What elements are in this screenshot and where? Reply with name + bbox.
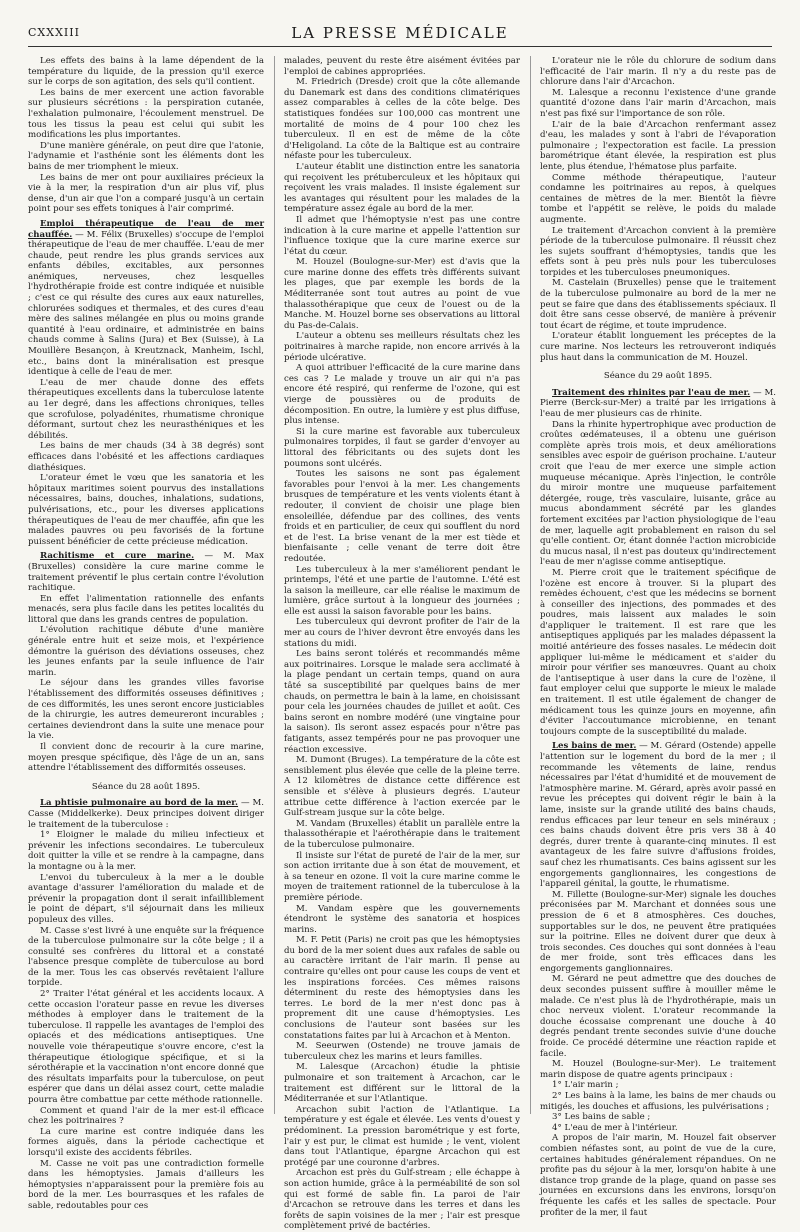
paragraph: M. Friedrich (Dresde) croit que la côte allemande du Danemark est dans des conditions climatériques assez comparables à celles de la côte belge. Des statistiques fondées sur 100,000 cas montrent une mortalité de moins de 4 pour 100 chez les tuberculeux. Il en est de même de la côte d'Heligoland. La côte de la Baltique est au contraire néfaste pour les tuberculeux. [284,77,520,162]
paragraph: Les tuberculeux qui devront profiter de l'air de la mer au cours de l'hiver devront être envoyés dans les stations du midi. [284,617,520,649]
column-middle [274,56,520,1232]
text-columns [28,56,776,1232]
section-lead: — M. Max (Bruxelles) considère la cure marine comme le traitement préventif le plus certain contre l'évolution rachitique. [28,551,264,594]
section-heading [28,551,264,593]
paragraph: Comment et quand l'air de la mer est-il efficace chez les poitrinaires ? [28,1105,264,1127]
paragraph: A quoi attribuer l'efficacité de la cure marine dans ces cas ? Le malade y trouve un air qui n'a pas encore été respiré, qui renferme de l'ozone, qui est vierge de poussières ou de produits de décomposition. En outre, la lumière y est plus diffuse, plus intense. [284,363,520,427]
paragraph: M. Seeurwen (Ostende) ne trouve jamais de tuberculeux chez les marins et leurs familles. [284,1041,520,1062]
paragraph: M. Dumont (Bruges). La température de la côte est sensiblement plus élevée que celle de la pleine terre. A 12 kilomètres de distance cette différence est sensible et s'élève à plusieurs degrés. L'auteur attribue cette différence à l'action exercée par le Gulf-stream jusque sur la côte belge. [284,755,520,819]
paragraph: M. Lalesque (Arcachon) étudie la phtisie pulmonaire et son traitement à Arcachon, car le traitement est différent sur le littoral de la Méditerranée et sur l'Atlantique. [284,1062,520,1105]
paragraph: 2° Traiter l'état général et les accidents locaux. A cette occasion l'orateur passe en revue les diverses méthodes à employer dans le traitement de la tuberculose. Il rappelle les avantages de l'emploi des opiacés et des médications antiseptiques. Une nouvelle voie thérapeutique s'ouvre encore, c'est la thérapeutique étiologique spécifique, et si la sérothérapie et la vaccination n'ont encore donné que des résultats imparfaits pour la tuberculose, on peut espérer que dans un délai assez court, cette maladie pourra être combattue par cette méthode rationnelle. [28,989,264,1105]
paragraph: En effet l'alimentation rationnelle des enfants menacés, sera plus facile dans les petites localités du littoral que dans les grands centres de population. [28,593,264,625]
session-date: Séance du 29 août 1895. [603,371,713,382]
paragraph: Les effets des bains à la lame dépendent de la température du liquide, de la pression qu'il exerce sur le corps de son agitation, des sels qu'il contient. [28,56,264,88]
paragraph: Les bains de mer chauds (34 à 38 degrés) sont efficaces dans l'obésité et les affections cardiaques diathésiques. [28,441,264,473]
paragraph: M. Lalesque a reconnu l'existence d'une grande quantité d'ozone dans l'air marin d'Arcachon, mais n'est pas fixé sur l'importance de son rôle. [540,87,776,119]
paragraph: Les bains seront tolérés et recommandés même aux poitrinaires. Lorsque le malade sera acclimaté à la plage pendant un certain temps, quand on aura tâté sa susceptibilité par quelques bains de mer chauds, on permettra le bain à la lame, en choisissant pour cela les journées chaudes de juillet et août. Ces bains seront en nombre modéré (une vingtaine pour la saison). Ils seront assez espacés pour n'être pas fatigants, assez tempérés pour ne pas provoquer une réaction excessive. [284,649,520,755]
paragraph: L'orateur nie le rôle du chlorure de sodium dans l'efficacité de l'air marin. Il n'y a du reste pas de chlorure dans l'air d'Arcachon. [540,56,776,88]
paragraph: M. Houzel (Boulogne-sur-Mer) est d'avis que la cure marine donne des effets très différents suivant les plages, que par exemple les bords de la Méditerranée sont tout autres au point de vue thalassothérapique que ceux de l'ouest ou de la Manche. M. Houzel borne ses observations au littoral du Pas-de-Calais. [284,257,520,331]
section-lead: — M. Casse (Middelkerke). Deux principes doivent diriger le traitement de la tuberculose : [28,798,265,830]
paragraph: 2° Les bains à la lame, les bains de mer chauds ou mitigés, les douches et affusions, les pulvérisations ; [540,1091,776,1112]
paragraph: M. Vandam (Bruxelles) établit un parallèle entre la thalassothérapie et l'aérothérapie dans le traitement de la tuberculose pulmonaire. [284,818,520,850]
paragraph: M. Casse ne voit pas une contradiction formelle dans les hémoptysies. Jamais d'ailleurs les hémoptysies n'apparaissent pour la première fois au bord de la mer. Les bourrasques et les rafales de sable, redoutables pour ces [28,1158,264,1211]
paragraph: Arcachon est près du Gulf-stream ; elle échappe à son action humide, grâce à la perméabilité de son sol qui est formé de sable fin. La paroi de l'air d'Arcachon se retrouve dans les terres et dans les forêts de sapin voisines de la mer ; l'air est presque complètement privé de bactéries. [284,1168,520,1232]
paragraph: L'eau de mer chaude donne des effets thérapeutiques excellents dans la tuberculose latente au 1er degré, dans les affections chroniques, telles que scrofulose, polyadénites, rhumatisme chronique déformant, surtout chez les neurasthéniques et les débilités. [28,377,264,441]
section-heading [28,798,264,830]
section-title: Traitement des rhinites par l'eau de mer. [552,387,751,398]
paragraph: M. Fillette (Boulogne-sur-Mer) signale les douches préconisées par M. Marchant et données sous une pression de 6 et 8 atmosphères. Ces douches, supportables sur le dos, ne peuvent être pratiquées sur la poitrine. Elles ne doivent durer que deux à trois secondes. Ces douches qui sont données à l'eau de mer froide, sont très efficaces dans les engorgements ganglionnaires. [540,889,776,974]
paragraph: 3° Les bains de sable ; [552,1112,651,1123]
section-title: Les bains de mer. [552,741,637,752]
section-heading [28,219,264,378]
section-title: La phtisie pulmonaire au bord de la mer. [40,798,239,809]
page-number: CXXXIII [28,26,80,39]
paragraph: M. Vandam espère que les gouvernements étendront le système des sanatoria et hospices marins. [284,903,520,935]
paragraph: M. Castelain (Bruxelles) pense que le traitement de la tuberculose pulmonaire au bord de la mer ne peut se faire que dans des établissements spéciaux. Il doit être sans cesse observé, de manière à prévenir tout écart de régime, et toute imprudence. [540,278,776,331]
paragraph: Les tuberculeux à la mer s'améliorent pendant le printemps, l'été et une partie de l'automne. L'été est la saison la meilleure, car elle réalise le maximum de lumière, grâce surtout à la longueur des journées ; elle est aussi la saison favorable pour les bains. [284,564,520,617]
paragraph: 1° Eloigner le malade du milieu infectieux et prévenir les infections secondaires. Le tuberculeux doit quitter la ville et se rendre à la campagne, dans la montagne ou à la mer. [28,830,264,872]
paragraph: L'envoi du tuberculeux à la mer a le double avantage d'assurer l'amélioration du malade et de prévenir la propagation dont il serait infailliblement le point de départ, s'il séjournait dans les milieux populeux des villes. [28,872,264,925]
paragraph: 1° L'air marin ; [552,1080,619,1091]
paragraph: Comme méthode thérapeutique, l'auteur condamne les poitrinaires au repos, à quelques centaines de mètres de la mer. Bientôt la fièvre tombe et l'appétit se relève, le poids du malade augmente. [540,172,776,225]
paragraph: M. Houzel (Boulogne-sur-Mer). Le traitement marin dispose de quatre agents principaux : [540,1059,776,1080]
column-left [28,56,265,1211]
paragraph: Le séjour dans les grandes villes favorise l'établissement des difformités osseuses définitives ; de ces difformités, les unes seront encore justiciables de la chirurgie, les autres demeureront incurables ; certaines deviendront dans la suite une menace pour la vie. [28,678,264,742]
paragraph: Il insiste sur l'état de pureté de l'air de la mer, sur son action irritante due à son état de mouvement, et à sa teneur en ozone. Il voit la cure marine comme le moyen de traitement rationnel de la tuberculose à la première période. [284,850,520,903]
paragraph: L'orateur émet le vœu que les sanatoria et les hôpitaux maritimes soient pourvus des installations nécessaires, bains, douches, inhalations, sudations, pulvérisations, etc., pour les diverses applications thérapeutiques de l'eau de mer chauffée, afin que les malades pauvres ou peu favorisés de la fortune puissent bénéficier de cette précieuse médication. [28,473,264,547]
paragraph: Les bains de mer ont pour auxiliaires précieux la vie à la mer, la respiration d'un air plus vif, plus dense, d'un air que l'on a comparé jusqu'à un certain point pour ses effets toniques à l'air comprimé. [28,172,264,215]
paragraph: malades, peuvent du reste être aisément évitées par l'emploi de cabines appropriées. [284,56,520,77]
section-lead: — M. Pierre (Berck-sur-Mer) a traité par les irrigations à l'eau de mer plusieurs cas de rhinite. [540,387,776,419]
paragraph: La cure marine est contre indiquée dans les formes aiguës, dans la période cachectique et lorsqu'il existe des accidents fébriles. [28,1126,264,1158]
paragraph: M. F. Petit (Paris) ne croit pas que les hémoptysies du bord de la mer soient dues aux rafales de sable ou au caractère irritant de l'air marin. Il pense au contraire qu'elles ont pour cause les coups de vent et les inspirations forcées. Ces mêmes raisons déterminent du reste des hémoptysies dans les terres. Le bord de la mer n'est donc pas à proprement dit une cause d'hémoptysies. Les conclusions de l'auteur sont basées sur les constatations faites par lui à Arcachon et à Menton. [284,935,520,1041]
paragraph: Le traitement d'Arcachon convient à la première période de la tuberculose pulmonaire. Il réussit chez les sujets souffrant d'hémoptysies, tandis que les effets sont à peu près nuls pour les tuberculoses torpides et les tuberculoses pneumoniques. [540,225,776,278]
column-right [530,56,776,1218]
paragraph: D'une manière générale, on peut dire que l'atonie, l'adynamie et l'asthénie sont les éléments dont les bains de mer triomphent le mieux. [28,140,264,172]
page-header [28,24,772,47]
paragraph: L'orateur établit longuement les préceptes de la cure marine. Nos lecteurs les retrouveront indiqués plus haut dans la communication de M. Houzel. [540,331,776,363]
paragraph: M. Gérard ne peut admettre que des douches de deux secondes puissent suffire à mouiller même le malade. Ce n'est plus là de l'hydrothérapie, mais un choc nerveux violent. L'orateur recommande la douche écossaise comprenant une douche à 40 degrés pendant trente secondes suivie d'une douche froide. Ce procédé détermine une réaction rapide et facile. [540,974,776,1059]
paragraph: Arcachon subit l'action de l'Atlantique. La température y est égale et élevée. Les vents d'ouest y prédominent. La pression barométrique y est forte, l'air y est pur, le climat est humide ; le vent, violent dans tout l'Atlantique, épargne Arcachon qui est protégé par une couronne d'arbres. [284,1104,520,1168]
paragraph: Les bains de mer exercent une action favorable sur plusieurs sécrétions : la perspiration cutanée, l'exhalation pulmonaire, l'écoulement menstruel. De tous les tissus la peau est celui qui subit les modifications les plus importantes. [28,87,264,141]
section-title: Emploi thérapeutique de l'eau de mer chauffée. [28,218,264,240]
paragraph: Toutes les saisons ne sont pas également favorables pour l'envoi à la mer. Les changements brusques de température et les vents violents étant à redouter, il convient de choisir une plage bien ensoleillée, défendue par des collines, des vents froids et en particulier, de ceux qui soufflent du nord et de l'est. La brise venant de la mer est tiède et bienfaisante ; celle venant de terre doit être redoutée. [284,469,520,564]
paragraph: Si la cure marine est favorable aux tuberculeux pulmonaires torpides, il faut se garder d'envoyer au littoral des fébricitants ou des sujets dont les poumons sont ulcérés. [284,426,520,469]
paragraph: 4° L'eau de mer à l'intérieur. [552,1122,678,1133]
session-date: Séance du 28 août 1895. [91,781,201,792]
paragraph: Dans la rhinite hypertrophique avec production de croûtes œdémateuses, il a obtenu une guérison complète après trois mois, et deux améliorations sensibles avec espoir de guérison prochaine. L'auteur croit que l'eau de mer exerce une simple action muqueuse mécanique. Après l'injection, le contrôle du miroir montre une muqueuse parfaitement détergée, rouge, très vasculaire, luisante, grâce au mucus abondamment sécrété par les glandes fortement excitées par l'action physiologique de l'eau de mer, laquelle agit probablement en raison du sel qu'elle contient. Or, étant donnée l'action microbicide du mucus nasal, il n'est pas douteux qu'indirectement l'eau de mer n'agisse comme antiseptique. [540,419,776,568]
paragraph: A propos de l'air marin, M. Houzel fait observer combien néfastes sont, au point de vue de la cure, certaines habitudes généralement répandues. On ne profite pas du séjour à la mer, lorsqu'on habite à une distance trop grande de la plage, quand on passe ses journées en excursions dans les environs, lorsqu'on fréquente les cafés et les salles de spectacle. Pour profiter de la mer, il faut [540,1133,776,1218]
section-lead: — M. Gérard (Ostende) appelle l'attention sur le logement du bord de la mer ; il recommande les vêtements de laine, rendus nécessaires par l'état d'humidité et de mouvement de l'atmosphère marine. M. Gérard, après avoir passé en revue les préceptes qui doivent régir le bain à la lame, insiste sur la grande utilité des bains chauds, rendus efficaces par leur teneur en sels minéraux ; ces bains chauds doivent être pris vers 38 à 40 degrés, durer trente à quarante-cinq minutes. Il est avantageux de les faire suivre d'affusions froides, sauf chez les rhumatisants. Ces bains agissent sur les engorgements ganglionnaires, les congestions de l'appareil génital, la goutte, le rhumatisme. [540,741,776,890]
paragraph: M. Pierre croit que le traitement spécifique de l'ozène est encore à trouver. Si la plupart des remèdes échouent, c'est que les médecins se bornent à conseiller des injections, des pommades et des poudres, mais laissent aux malades le soin d'appliquer le traitement. Il est rare que les antiseptiques appliqués par les malades dépassent la moitié antérieure des fosses nasales. Le médecin doit appliquer lui-même le médicament et s'aider du miroir pour vérifier ses manœuvres. Quant au choix de l'antiseptique à user dans la cure de l'ozène, il faut employer celui que supporte le mieux le malade en traitement. Il est utile également de changer de médicament tous les quinze jours en moyenne, afin d'éviter l'accoutumance microbienne, en tenant toujours compte de la susceptibilité du malade. [540,567,776,737]
paragraph: Il admet que l'hémoptysie n'est pas une contre indication à la cure marine et appelle l'attention sur l'influence toxique que la cure marine exerce sur l'état du cœur. [284,214,520,257]
section-title: Rachitisme et cure marine. [40,551,195,562]
journal-title: LA PRESSE MÉDICALE [291,24,509,42]
paragraph: L'auteur établit une distinction entre les sanatoria qui reçoivent les prétuberculeux et les hôpitaux qui reçoivent les vrais malades. Il insiste également sur les avantages qui résultent pour les malades de la température assez égale au bord de la mer. [284,161,520,215]
paragraph: L'évolution rachitique débute d'une manière générale entre huit et seize mois, et l'expérience démontre la guérison des déviations osseuses, chez les jeunes enfants par la seule influence de l'air marin. [28,625,264,678]
paragraph: L'air de la baie d'Arcachon renfermant assez d'eau, les malades y sont à l'abri de l'évaporation pulmonaire ; l'expectoration est facile. La pression barométrique étant élevée, la respiration est plus lente, plus étendue, l'hématose plus parfaite. [540,119,776,172]
paragraph: Il convient donc de recourir à la cure marine, moyen presque spécifique, dès l'âge de un an, sans attendre l'établissement des difformités osseuses. [28,742,264,774]
paragraph: L'auteur a obtenu ses meilleurs résultats chez les poitrinaires à marche rapide, non encore arrivés à la période ulcérative. [284,331,520,363]
section-lead: — M. Félix (Bruxelles) s'occupe de l'emploi thérapeutique de l'eau de mer chauffée. L'eau de mer chaude, peut rendre les plus grands services aux enfants débiles, excitables, aux personnes anémiques, nerveuses, chez lesquelles l'hydrothérapie froide est contre indiquée et nuisible ; c'est ce qui résulte des cures aux eaux naturelles, chlorurées sodiques et thermales, et des cures d'eau mère des salines mélangée en plus ou moins grande quantité à l'eau ordinaire, et administrée en bains chauds comme à Salins (Jura) et Bex (Suisse), à La Mouillère Besançon, à Kreutznack, Manheim, Ischl, etc., bains dont la minéralisation est presque identique à celle de l'eau de mer. [28,229,264,378]
paragraph: M. Casse s'est livré à une enquête sur la fréquence de la tuberculose pulmonaire sur la côte belge ; il a consulté ses confrères du littoral et a constaté l'absence presque complète de tuberculose au bord de la mer. Tous les cas observés revêtaient l'allure torpide. [28,925,264,989]
section-heading [540,741,776,889]
section-heading [540,388,776,420]
